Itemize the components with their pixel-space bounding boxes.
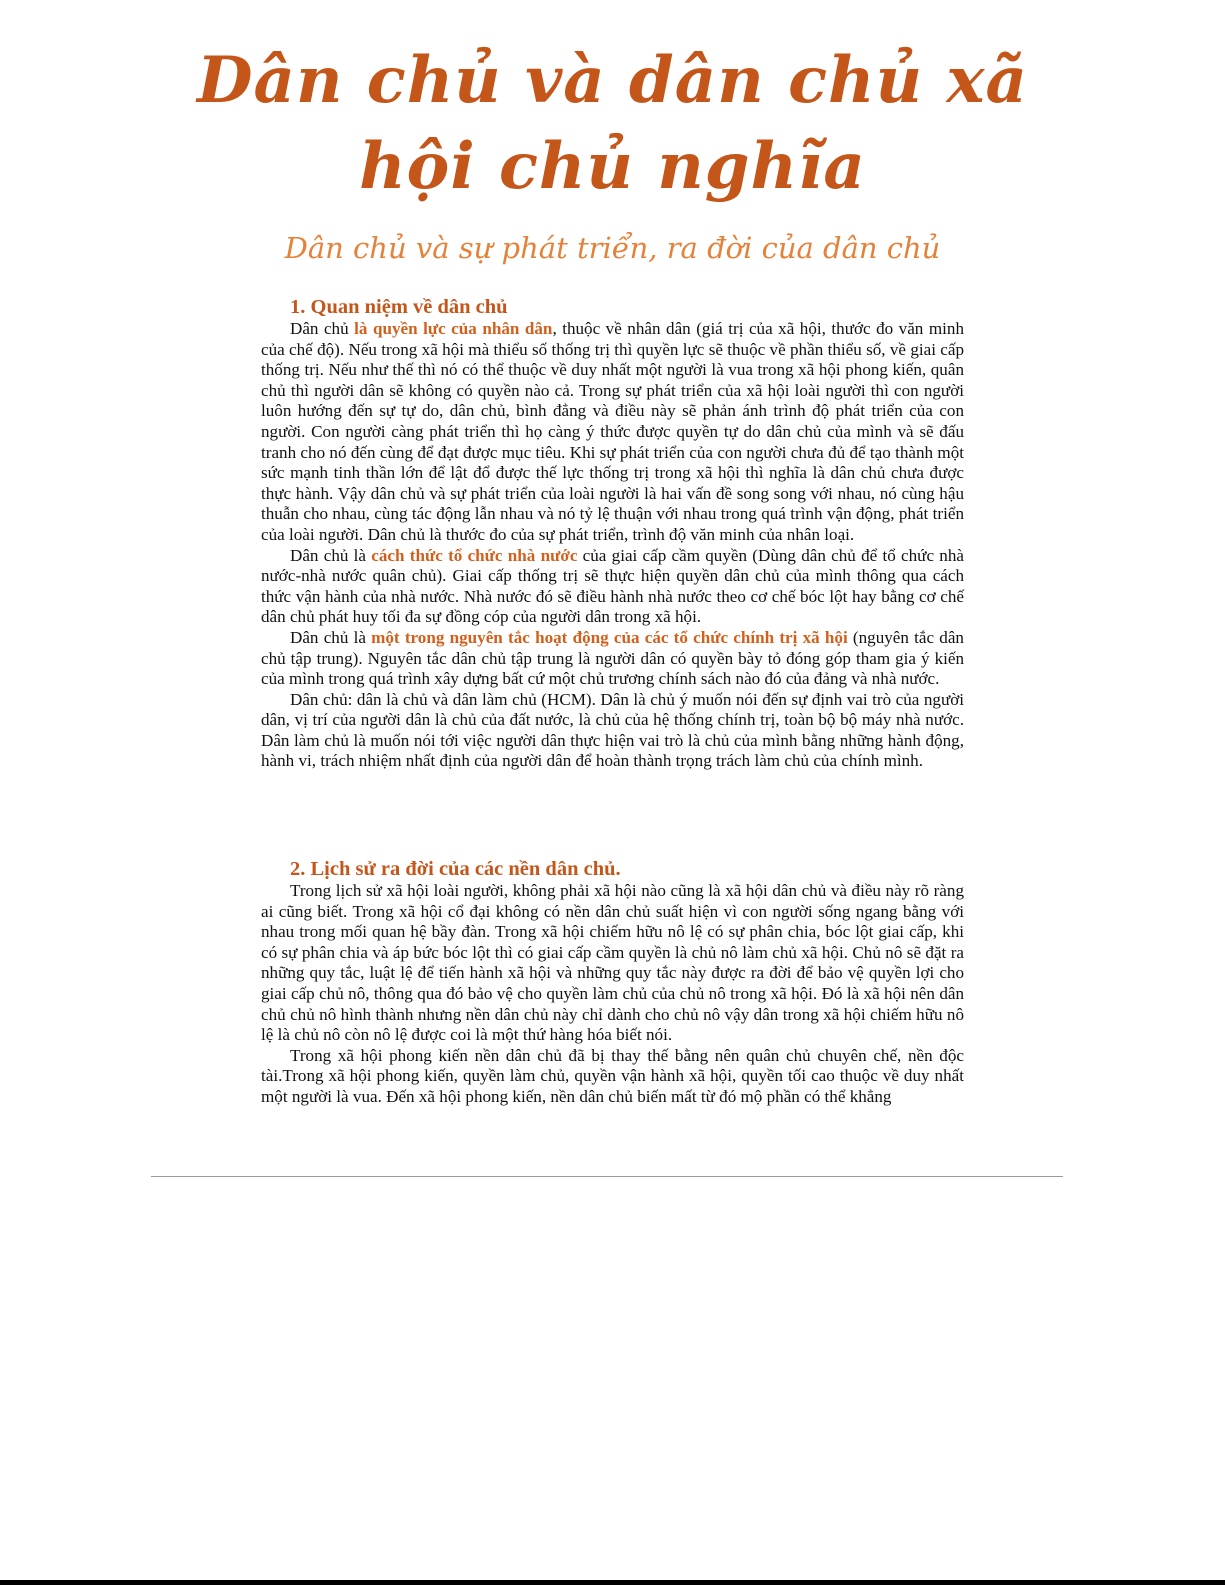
paragraph-2-1: Trong lịch sử xã hội loài người, không phải xã hội nào cũng là xã hội dân chủ và điều này rõ ràng ai cũng biết. Trong xã hội cổ đại không có nền dân chủ suất hiện vì con người sống ngang bằng với nhau trong mối quan hệ bầy đàn. Trong xã hội chiếm hữu nô lệ có sự phân chia, bóc lột giai cấp, khi có sự phân chia và áp bức bóc lột thì có giai cấp cầm quyền là chủ nô làm chủ xã hội. Chủ nô sẽ đặt ra những quy tắc, luật lệ để tiến hành xã hội và những quy tắc này được ra đời để bảo vệ quyền lợi cho giai cấp chủ nô, thông qua đó bảo vệ cho quyền làm chủ của chủ nô trong xã hội. Đó là xã hội nên dân chủ chủ nô hình thành nhưng nền dân chủ này chỉ dành cho chủ nô vậy dân trong xã hội chiếm hữu nô lệ là chủ nô còn nô lệ được coi là một thứ hàng hóa biết nói. [261, 881, 964, 1045]
section-quan-niem [261, 295, 964, 772]
highlight-phrase: là quyền lực của nhân dân [354, 319, 553, 338]
section-heading-2: 2. Lịch sử ra đời của các nền dân chủ. [290, 858, 621, 880]
bottom-edge-bar [0, 1580, 1225, 1585]
highlight-phrase: cách thức tổ chức nhà nước [371, 545, 578, 565]
paragraph-1-1: Dân chủ là quyền lực của nhân dân, thuộc về nhân dân (giá trị của xã hội, thước đo văn minh của chế độ). Nếu trong xã hội mà thiểu số thống trị thì quyền lực sẽ thuộc về phần thiểu số, về giai cấp thống trị. Nếu như thế thì nó có thể thuộc về duy nhất một người là vua trong xã hội phong kiến, quân chủ thì người dân sẽ không có quyền nào cả. Trong sự phát triển của xã hội loài người thì con người luôn hướng đến sự tự do, dân chủ, bình đẳng và điều này sẽ phản ánh trình độ phát triển của con người. Con người càng phát triển thì họ càng ý thức được quyền tự do dân chủ của mình và sẽ đấu tranh cho nó đến cùng để đạt được mục tiêu. Khi sự phát triển của con người chưa đủ để tạo thành một sức mạnh tinh thần lớn để lật đổ được thế lực thống trị trong xã hội thì nghĩa là dân chủ chưa được thực hành. Vậy dân chủ và sự phát triển của loài người là hai vấn đề song song với nhau, nó cùng hậu thuẫn cho nhau, cùng tác động lẫn nhau và nó tỷ lệ thuận với nhau trong quá trình vận động, phát triển của loài người. Dân chủ là thước đo của sự phát triển, trình độ văn minh của nhân loại. [261, 319, 964, 544]
section-lich-su [261, 857, 964, 1108]
section-heading-1: 1. Quan niệm về dân chủ [290, 296, 508, 318]
document-title [150, 38, 1075, 210]
title-line-2: hội chủ nghĩa [359, 129, 866, 204]
highlight-phrase: một trong nguyên tắc hoạt động của các tổ chức chính trị xã hội [371, 627, 848, 647]
page-divider [151, 1176, 1063, 1177]
title-line-1: Dân chủ và dân chủ xã [197, 43, 1028, 118]
paragraph-1-3: Dân chủ là một trong nguyên tắc hoạt động của các tổ chức chính trị xã hội (nguyên tắc dân chủ tập trung). Nguyên tắc dân chủ tập trung là người dân có quyền bày tỏ đóng góp tham gia ý kiến của mình trong quá trình xây dựng bất cứ một chủ trương chính sách nào đó của đảng và nhà nước. [261, 627, 964, 689]
paragraph-1-4: Dân chủ: dân là chủ và dân làm chủ (HCM). Dân là chủ ý muốn nói đến sự định vai trò của người dân, vị trí của người dân là chủ của đất nước, là chủ của hệ thống chính trị, toàn bộ bộ máy nhà nước. Dân làm chủ là muốn nói tới việc người dân thực hiện vai trò là chủ của mình bằng những hành động, hành vi, trách nhiệm nhất định của người dân để hoàn thành trọng trách làm chủ của chính mình. [261, 689, 964, 771]
paragraph-2-2: Trong xã hội phong kiến nền dân chủ đã bị thay thế bằng nên quân chủ chuyên chế, nền độc tài.Trong xã hội phong kiến, quyền làm chủ, quyền vận hành xã hội, quyền tối cao thuộc về duy nhất một người là vua. Đến xã hội phong kiến, nền dân chủ biến mất từ đó mộ phần có thể khẳng [261, 1045, 964, 1106]
document-subtitle: Dân chủ và sự phát triển, ra đời của dân chủ [284, 231, 941, 265]
paragraph-1-2: Dân chủ là cách thức tổ chức nhà nước của giai cấp cầm quyền (Dùng dân chủ để tổ chức nhà nước-nhà nước quân chủ). Giai cấp thống trị sẽ thực hiện quyền dân chủ của mình thông qua cách thức vận hành của nhà nước. Nhà nước đó sẽ điều hành nhà nước theo cơ chế bóc lột hay bằng cơ chế dân chủ phát huy tối đa sự đồng cóp của người dân trong xã hội. [261, 545, 964, 627]
